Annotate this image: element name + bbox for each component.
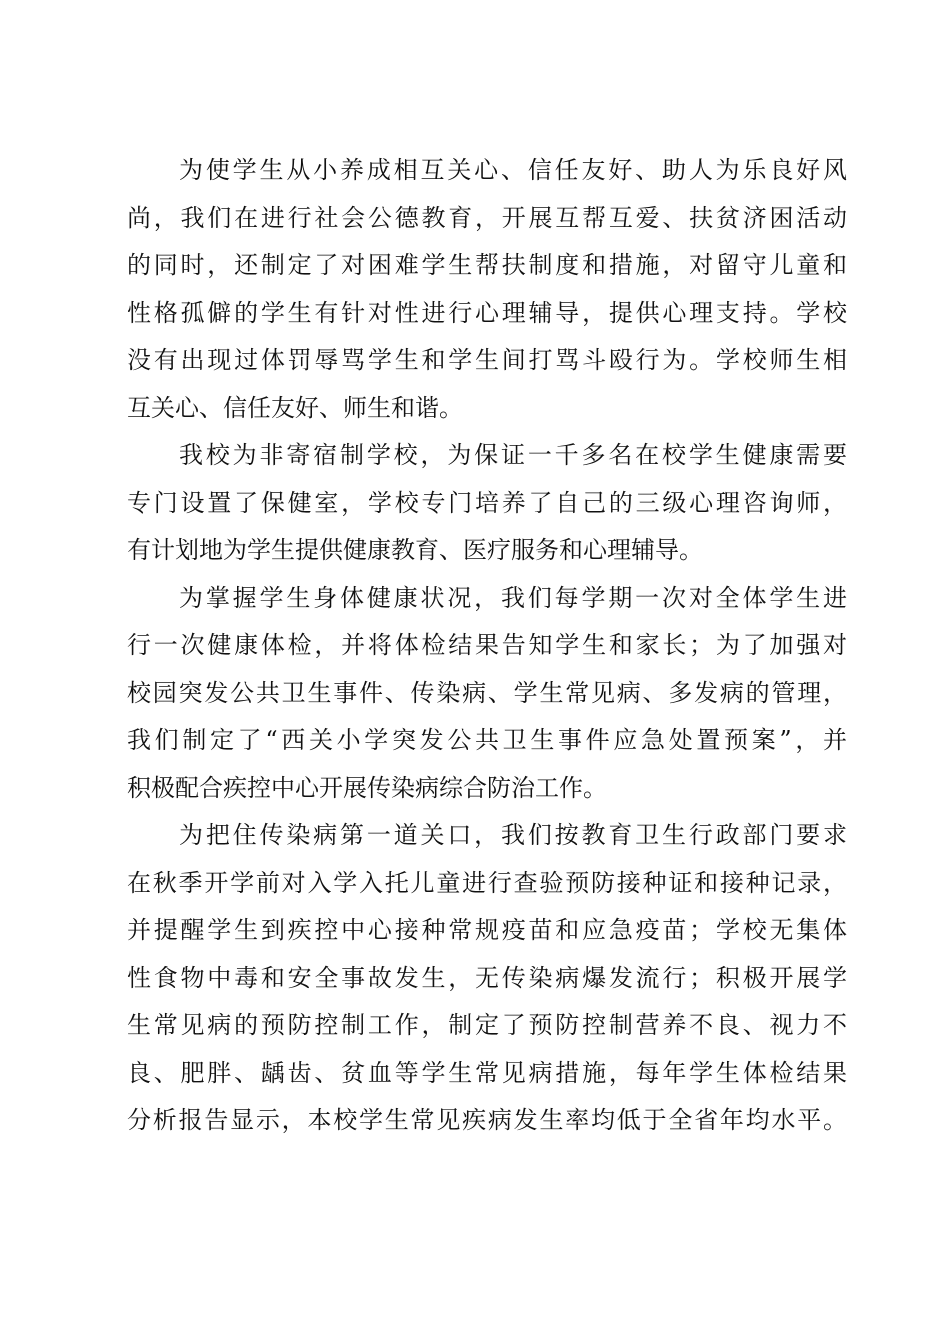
- paragraph-1: [127, 147, 847, 432]
- text-line: 在秋季开学前对入学入托儿童进行查验预防接种证和接种记录，: [127, 868, 847, 897]
- text-line: 分析报告显示，本校学生常见疾病发生率均低于全省年均水平。: [127, 1106, 847, 1134]
- text-line: 专门设置了保健室，学校专门培养了自己的三级心理咨询师，: [127, 488, 847, 517]
- text-line: 互关心、信任友好、师生和谐。: [127, 393, 463, 422]
- text-line: 积极配合疾控中心开展传染病综合防治工作。: [127, 773, 607, 802]
- text-line: 的同时，还制定了对困难学生帮扶制度和措施，对留守儿童和: [127, 251, 847, 279]
- text-line: 并提醒学生到疾控中心接种常规疫苗和应急疫苗；学校无集体: [127, 916, 847, 944]
- text-line: 为把住传染病第一道关口，我们按教育卫生行政部门要求: [179, 821, 847, 849]
- text-line: 性格孤僻的学生有针对性进行心理辅导，提供心理支持。学校: [127, 298, 847, 327]
- text-line: 没有出现过体罚辱骂学生和学生间打骂斗殴行为。学校师生相: [127, 346, 847, 374]
- text-line: 校园突发公共卫生事件、传染病、学生常见病、多发病的管理，: [127, 678, 847, 707]
- text-line: 有计划地为学生提供健康教育、医疗服务和心理辅导。: [127, 536, 703, 564]
- text-line: 我们制定了“西关小学突发公共卫生事件应急处置预案”，并: [127, 726, 847, 754]
- text-line: 我校为非寄宿制学校，为保证一千多名在校学生健康需要: [179, 441, 847, 469]
- paragraph-3: [127, 575, 847, 813]
- text-line: 行一次健康体检，并将体检结果告知学生和家长；为了加强对: [127, 631, 847, 659]
- document-body: [127, 147, 847, 1145]
- text-line: 为使学生从小养成相互关心、信任友好、助人为乐良好风: [179, 156, 847, 184]
- text-line: 生常见病的预防控制工作，制定了预防控制营养不良、视力不: [127, 1011, 847, 1039]
- paragraph-4: [127, 812, 847, 1145]
- text-line: 为掌握学生身体健康状况，我们每学期一次对全体学生进: [179, 583, 847, 612]
- paragraph-2: [127, 432, 847, 575]
- text-line: 性食物中毒和安全事故发生，无传染病爆发流行；积极开展学: [127, 963, 847, 992]
- text-line: 尚，我们在进行社会公德教育，开展互帮互爱、扶贫济困活动: [127, 203, 847, 232]
- text-line: 良、肥胖、龋齿、贫血等学生常见病措施，每年学生体检结果: [127, 1058, 847, 1087]
